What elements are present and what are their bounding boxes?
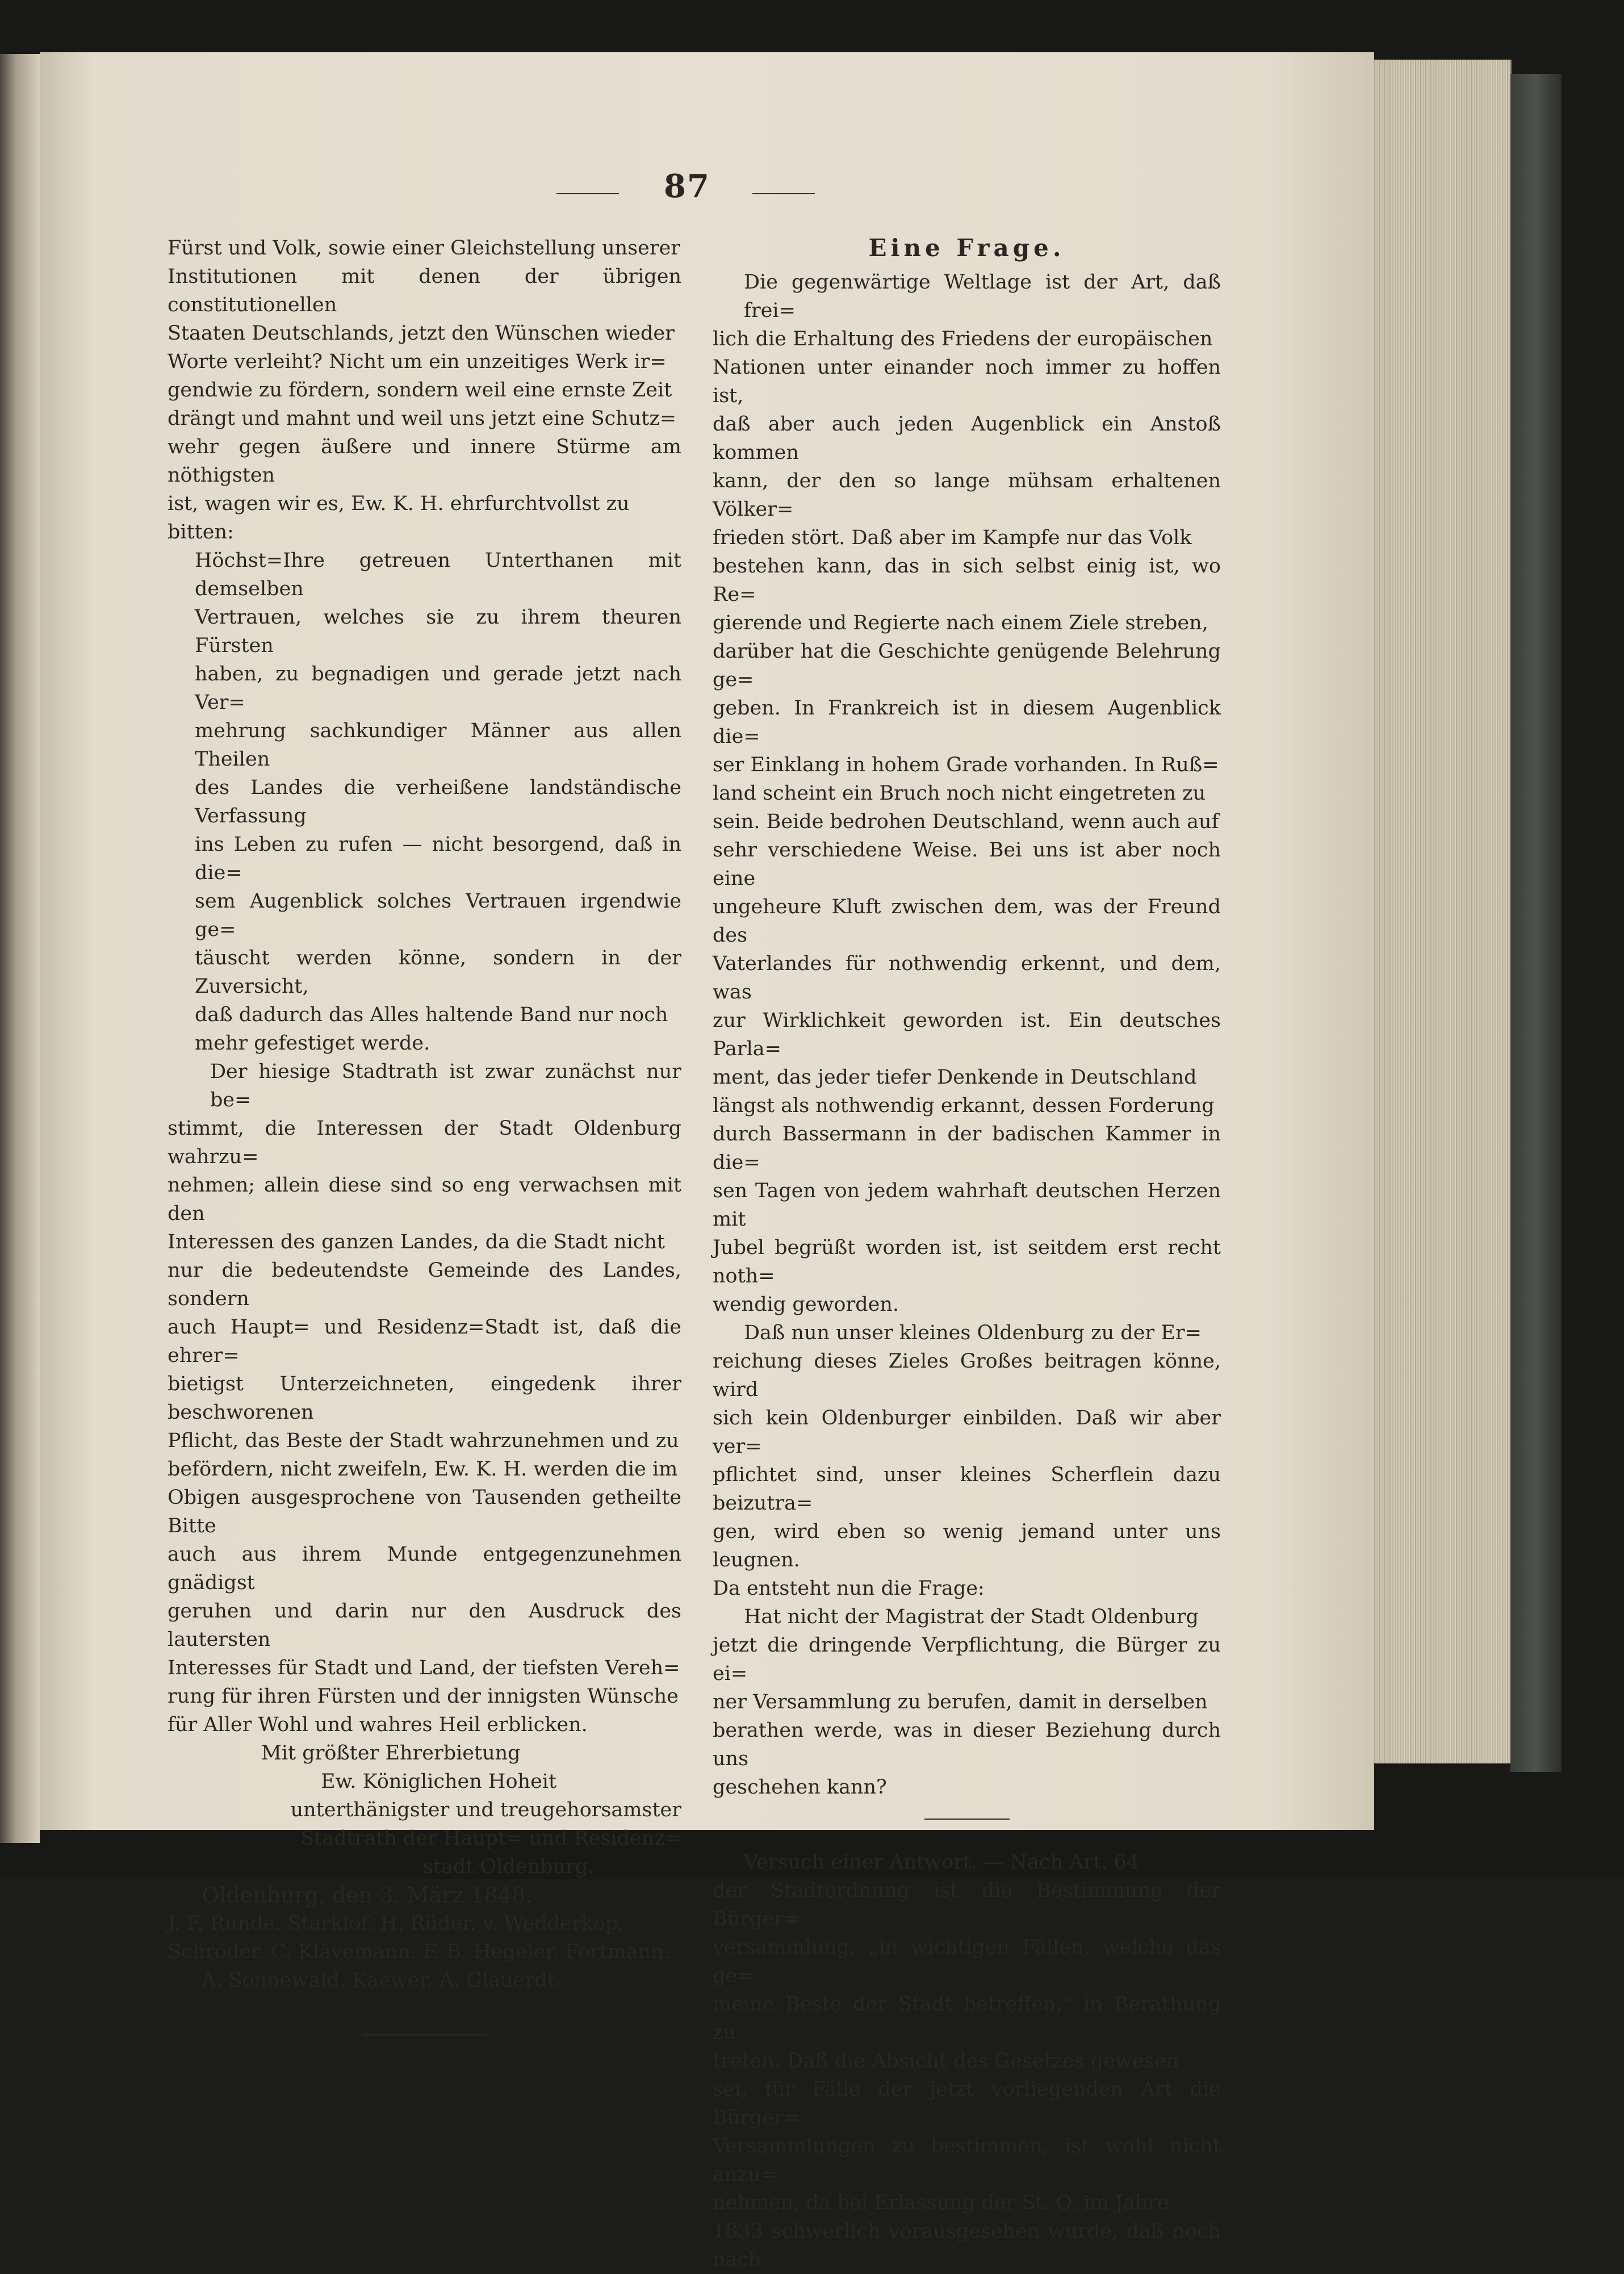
text-line: Versuch einer Antwort. — Nach Art. 64 [744, 1851, 1140, 1874]
right-column [713, 234, 1221, 2274]
text-line: lich die Erhaltung des Friedens der europäischen [713, 328, 1213, 350]
text-line: stimmt, die Interessen der Stadt Oldenburg wahrzu= [168, 1117, 681, 1168]
text-line: gen, wird eben so wenig jemand unter uns leugnen. [713, 1520, 1221, 1571]
text-line: der Stadtordnung ist die Bestimmung der Bürger= [713, 1879, 1221, 1930]
text-line: Höchst=Ihre getreuen Unterthanen mit demselben [195, 549, 681, 600]
text-line: auch Haupt= und Residenz=Stadt ist, daß die ehrer= [168, 1316, 681, 1367]
text-line: Daß nun unser kleines Oldenburg zu der Er= [744, 1322, 1202, 1344]
closing-block [168, 1739, 681, 1881]
text-line: Worte verleiht? Nicht um ein unzeitiges Werk ir= [168, 350, 667, 373]
text-line: mehr gefestiget werde. [195, 1032, 430, 1055]
page-number: 87 [664, 168, 710, 205]
text-line: sen Tagen von jedem wahrhaft deutschen Herzen mit [713, 1180, 1221, 1231]
text-line: kann, der den so lange mühsam erhaltenen Völker= [713, 470, 1221, 521]
text-line: Da entsteht nun die Frage: [713, 1577, 985, 1600]
text-line: Hat nicht der Magistrat der Stadt Oldenburg [744, 1606, 1199, 1628]
text-line: nehmen, da bei Erlassung der St. O. im Jahre [713, 2192, 1169, 2214]
text-line: ser Einklang in hohem Grade vorhanden. In Ruß= [713, 754, 1219, 776]
text-line: berathen werde, was in dieser Beziehung durch uns [713, 1719, 1221, 1770]
text-line: gendwie zu fördern, sondern weil eine ernste Zeit [168, 379, 672, 402]
book-cover [1510, 74, 1562, 1772]
text-line: durch Bassermann in der badischen Kammer in die= [713, 1123, 1221, 1174]
text-line: haben, zu begnadigen und gerade jetzt nach Ver= [195, 663, 681, 714]
answer-paragraph [713, 1848, 1221, 2274]
text-line: gierende und Regierte nach einem Ziele streben, [713, 612, 1208, 634]
text-line: daß dadurch das Alles haltende Band nur noch [195, 1004, 668, 1026]
left-column [168, 234, 681, 2035]
text-line: längst als nothwendig erkannt, dessen Forderung [713, 1094, 1215, 1117]
text-line: Obigen ausgesprochene von Tausenden getheilte Bitte [168, 1486, 681, 1537]
text-line: ungeheure Kluft zwischen dem, was der Freund des [713, 896, 1221, 947]
text-line: versammlung, „in wichtigen Fällen, welche das ge= [713, 1936, 1221, 1987]
right-separator-rule [924, 1819, 1010, 1820]
text-line: Pflicht, das Beste der Stadt wahrzunehmen und zu [168, 1429, 679, 1452]
text-line: nehmen; allein diese sind so eng verwachsen mit den [168, 1174, 681, 1225]
closing-line: Mit größter Ehrerbietung [261, 1742, 521, 1765]
text-line: zur Wirklichkeit geworden ist. Ein deutsches Parla= [713, 1009, 1221, 1060]
question-paragraph [713, 1603, 1221, 1801]
text-line: Vertrauen, welches sie zu ihrem theuren Fürsten [195, 606, 681, 657]
header-rule-right [752, 193, 815, 194]
text-line: Interesses für Stadt und Land, der tiefsten Vereh= [168, 1657, 680, 1679]
text-line: ment, das jeder tiefer Denkende in Deutschland [713, 1066, 1197, 1089]
text-line: frieden stört. Daß aber im Kampfe nur das Volk [713, 526, 1192, 549]
text-line: reichung dieses Zieles Großes beitragen könne, wird [713, 1350, 1221, 1401]
text-line: ins Leben zu rufen — nicht besorgend, daß in die= [195, 833, 681, 884]
text-line: ist, wagen wir es, Ew. K. H. ehrfurchtvollst zu [168, 492, 630, 515]
text-line: geruhen und darin nur den Ausdruck des lautersten [168, 1600, 681, 1651]
article-paragraph-2 [713, 1319, 1221, 1603]
text-line: geben. In Frankreich ist in diesem Augenblick die= [713, 697, 1221, 748]
text-line: Der hiesige Stadtrath ist zwar zunächst nur be= [210, 1060, 681, 1111]
text-line: Interessen des ganzen Landes, da die Stadt nicht [168, 1231, 665, 1253]
text-line: Versammlungen zu bestimmen, ist wohl nicht anzu= [713, 2135, 1221, 2186]
text-line: befördern, nicht zweifeln, Ew. K. H. werden die im [168, 1458, 678, 1481]
date-line: Oldenburg, den 3. März 1848. [202, 1883, 533, 1908]
text-line: mehrung sachkundiger Männer aus allen Theilen [195, 720, 681, 771]
signature-line: A. Sonnewald. Kaewer. A. Glauerdt. [202, 1969, 562, 1992]
text-line: Staaten Deutschlands, jetzt den Wünschen wieder [168, 322, 675, 345]
text-line: sem Augenblick solches Vertrauen irgendwie ge= [195, 890, 681, 941]
closing-line: stadt Oldenburg. [423, 1855, 595, 1878]
signature-line: Schröder. C. Klävemann. F. B. Hegeler. Fortmann. [168, 1941, 670, 1963]
text-line: 1833 schwerlich vorausgesehen wurde, daß noch nach [713, 2220, 1221, 2271]
text-line: wendig geworden. [713, 1293, 899, 1316]
text-line: täuscht werden könne, sondern in der Zuversicht, [195, 947, 681, 998]
text-line: bitten: [168, 521, 234, 544]
text-line: Vaterlandes für nothwendig erkennt, und dem, was [713, 952, 1221, 1004]
text-line: ner Versammlung zu berufen, damit in derselben [713, 1691, 1208, 1713]
text-line: Nationen unter einander noch immer zu hoffen ist, [713, 356, 1221, 407]
closing-line: Ew. Königlichen Hoheit [321, 1770, 557, 1793]
text-line: bestehen kann, das in sich selbst einig ist, wo Re= [713, 555, 1221, 606]
text-line: Die gegenwärtige Weltlage ist der Art, daß frei= [744, 271, 1221, 322]
text-line: daß aber auch jeden Augenblick ein Anstoß kommen [713, 413, 1221, 464]
closing-line: Stadtrath der Haupt= und Residenz= [300, 1827, 681, 1850]
petition-paragraph [168, 546, 681, 1057]
text-line: rung für ihren Fürsten und der innigsten Wünsche [168, 1685, 679, 1708]
signatures [168, 1909, 681, 1995]
text-line: Fürst und Volk, sowie einer Gleichstellung unserer [168, 237, 681, 260]
text-line: des Landes die verheißene landständische Verfassung [195, 776, 681, 827]
text-line: nur die bedeutendste Gemeinde des Landes, sondern [168, 1259, 681, 1310]
text-line: wehr gegen äußere und innere Stürme am nöthigsten [168, 436, 681, 487]
text-line: auch aus ihrem Munde entgegenzunehmen gnädigst [168, 1543, 681, 1594]
header-rule-left [556, 193, 619, 194]
text-line: für Aller Wohl und wahres Heil erblicken. [168, 1713, 588, 1736]
closing-line: unterthänigster und treugehorsamster [290, 1799, 681, 1821]
text-line: bietigst Unterzeichneten, eingedenk ihrer beschworenen [168, 1373, 681, 1424]
signature-line: J. F. Runde. Starklof. H. Rüder. v. Wedderkop. [168, 1912, 625, 1935]
text-line: darüber hat die Geschichte genügende Belehrung ge= [713, 640, 1221, 691]
text-line: land scheint ein Bruch noch nicht eingetreten zu [713, 782, 1206, 805]
intro-paragraph [168, 234, 681, 546]
article-paragraph-1 [713, 268, 1221, 1319]
text-line: sei, für Fälle der jetzt vorliegenden Art die Bürger= [713, 2078, 1221, 2129]
text-line: meine Beste der Stadt betreffen,“ in Berathung zu [713, 1993, 1221, 2044]
page-stack-edge [1374, 60, 1512, 1763]
stadtrath-paragraph [168, 1057, 681, 1739]
previous-page-edge [0, 54, 40, 1843]
text-line: jetzt die dringende Verpflichtung, die Bürger zu ei= [713, 1634, 1221, 1685]
left-separator-rule [362, 2034, 487, 2035]
text-line: pflichtet sind, unser kleines Scherflein dazu beizutra= [713, 1464, 1221, 1515]
text-line: sein. Beide bedrohen Deutschland, wenn auch auf [713, 810, 1219, 833]
text-line: drängt und mahnt und weil uns jetzt eine Schutz= [168, 407, 677, 430]
text-line: geschehen kann? [713, 1776, 887, 1799]
text-line: Institutionen mit denen der übrigen constitutionellen [168, 265, 681, 316]
text-line: sehr verschiedene Weise. Bei uns ist aber noch eine [713, 839, 1221, 890]
text-line: treten. Daß die Absicht des Gesetzes gewesen [713, 2050, 1179, 2072]
text-line: Jubel begrüßt worden ist, ist seitdem erst recht noth= [713, 1236, 1221, 1288]
text-line: sich kein Oldenburger einbilden. Daß wir aber ver= [713, 1407, 1221, 1458]
article-title: Eine Frage. [868, 234, 1065, 262]
